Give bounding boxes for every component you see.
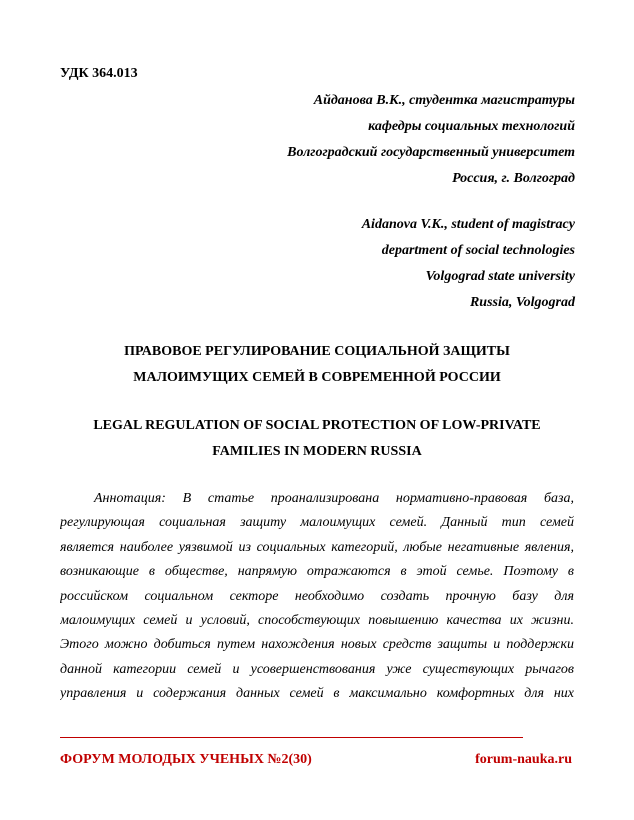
author-line: Volgograd state university bbox=[425, 269, 575, 284]
author-line: department of social technologies bbox=[381, 243, 575, 258]
author-line: кафедры социальных технологий bbox=[368, 119, 575, 134]
footer-site-link[interactable]: forum-nauka.ru bbox=[475, 752, 572, 767]
abstract-line: Этого можно добиться путем нахождения новых средств защиты и поддержки bbox=[60, 637, 574, 653]
abstract-line: регулирующая социальная защиту малоимущих семей. Данный тип семей bbox=[60, 515, 574, 531]
abstract bbox=[60, 487, 574, 707]
author-line: Айданова В.К., студентка магистратуры bbox=[313, 93, 575, 108]
abstract-line: данной категории семей и усовершенствования уже существующих рычагов bbox=[60, 661, 574, 677]
abstract-line: малоимущих семей и условий, способствующих повышению качества их жизни. bbox=[60, 612, 574, 628]
abstract-line: является наиболее уязвимой из социальных категорий, любые негативные явления, bbox=[60, 539, 574, 555]
title-ru bbox=[40, 339, 594, 391]
abstract-line: возникающие в обществе, напрямую отражаются в этой семье. Поэтому в bbox=[60, 564, 574, 580]
footer-journal-name: ФОРУМ МОЛОДЫХ УЧЕНЫХ №2(30) bbox=[60, 752, 312, 767]
abstract-line: российском социальном секторе необходимо создать прочную базу для bbox=[60, 588, 574, 604]
author-line: Aidanova V.K., student of magistracy bbox=[361, 217, 575, 232]
abstract-line: Аннотация: В статье проанализирована нормативно-правовая база, bbox=[94, 491, 574, 506]
title-line: FAMILIES IN MODERN RUSSIA bbox=[212, 444, 422, 459]
title-line: ПРАВОВОЕ РЕГУЛИРОВАНИЕ СОЦИАЛЬНОЙ ЗАЩИТЫ bbox=[124, 344, 510, 359]
title-en bbox=[40, 413, 594, 465]
author-line: Волгоградский государственный университет bbox=[287, 145, 575, 160]
author-block-ru bbox=[287, 88, 575, 192]
title-line: МАЛОИМУЩИХ СЕМЕЙ В СОВРЕМЕННОЙ РОССИИ bbox=[133, 370, 501, 385]
title-line: LEGAL REGULATION OF SOCIAL PROTECTION OF LOW-PRIVATE bbox=[93, 418, 541, 433]
author-line: Россия, г. Волгоград bbox=[452, 171, 575, 186]
author-line: Russia, Volgograd bbox=[469, 295, 575, 310]
footer-divider bbox=[60, 737, 523, 738]
author-block-en bbox=[362, 212, 575, 316]
abstract-line: управления и содержания данных семей в максимально комфортных для них bbox=[60, 686, 574, 702]
udk-code: УДК 364.013 bbox=[60, 66, 138, 81]
